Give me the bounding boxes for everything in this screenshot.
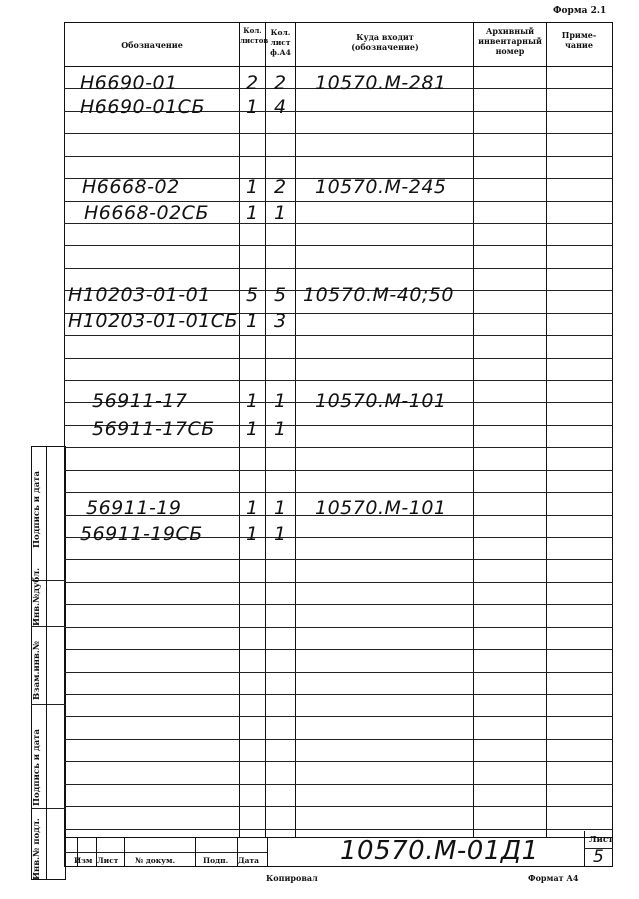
row-line bbox=[64, 784, 613, 785]
row-where-used: 10570.М-101 bbox=[315, 390, 447, 412]
row-designation: Н10203-01-01 bbox=[68, 284, 211, 306]
tb-podp: Подп. bbox=[203, 856, 229, 865]
row-sheets-a4: 1 bbox=[273, 202, 287, 224]
row-line bbox=[64, 380, 613, 381]
document-code: 10570.М-01Д1 bbox=[340, 836, 539, 866]
footer-format: Формат А4 bbox=[528, 873, 579, 883]
row-sheets: 1 bbox=[245, 310, 259, 332]
tb-sheet-col bbox=[584, 831, 585, 867]
row-line bbox=[64, 358, 613, 359]
row-designation: 56911-19 bbox=[86, 497, 182, 519]
col-line-5 bbox=[546, 22, 547, 837]
row-sheets-a4: 2 bbox=[273, 72, 287, 94]
row-sheets: 1 bbox=[245, 390, 259, 412]
row-line bbox=[64, 133, 613, 134]
row-sheets: 1 bbox=[245, 523, 259, 545]
row-line bbox=[64, 716, 613, 717]
side-inner-line bbox=[46, 446, 47, 880]
side-sign-date-bottom: Подпись и дата bbox=[32, 728, 42, 806]
row-sheets: 1 bbox=[245, 418, 259, 440]
row-sheets: 1 bbox=[245, 176, 259, 198]
row-line bbox=[64, 470, 613, 471]
sheet-number: 5 bbox=[593, 847, 605, 867]
row-sheets-a4: 2 bbox=[273, 176, 287, 198]
row-line bbox=[64, 335, 613, 336]
row-line bbox=[64, 627, 613, 628]
row-line bbox=[64, 582, 613, 583]
row-sheets: 5 bbox=[245, 284, 259, 306]
row-line bbox=[64, 604, 613, 605]
row-sheets-a4: 1 bbox=[273, 418, 287, 440]
row-sheets-a4: 5 bbox=[273, 284, 287, 306]
header-archive: Архивный инвентарный номер bbox=[478, 26, 542, 56]
row-line bbox=[64, 761, 613, 762]
tb-list: Лист bbox=[97, 856, 119, 865]
row-line bbox=[64, 649, 613, 650]
row-line bbox=[64, 739, 613, 740]
side-vzam-inv: Взам.инв.№ bbox=[32, 640, 42, 700]
tb-date: Дата bbox=[238, 856, 260, 865]
header-designation: Обозначение bbox=[121, 40, 183, 50]
row-where-used: 10570.М-101 bbox=[315, 497, 447, 519]
row-designation: Н6668-02 bbox=[82, 176, 180, 198]
row-designation: 56911-19СБ bbox=[80, 523, 203, 545]
row-where-used: 10570.М-245 bbox=[315, 176, 447, 198]
row-line bbox=[64, 492, 613, 493]
col-line-3 bbox=[295, 22, 296, 837]
row-line bbox=[64, 245, 613, 246]
row-line bbox=[64, 672, 613, 673]
header-bottom-line bbox=[64, 66, 613, 67]
row-line bbox=[64, 156, 613, 157]
row-line bbox=[64, 268, 613, 269]
side-div-2 bbox=[31, 626, 66, 627]
header-sheets-a4: Кол. лист ф.А4 bbox=[270, 28, 291, 57]
row-line bbox=[64, 694, 613, 695]
header-where-used: Куда входит (обозначение) bbox=[351, 32, 419, 52]
row-sheets-a4: 3 bbox=[273, 310, 287, 332]
header-note: Приме- чание bbox=[561, 30, 597, 50]
tb-doc-no: № докум. bbox=[135, 856, 176, 865]
tb-col-3 bbox=[124, 837, 125, 867]
row-sheets-a4: 1 bbox=[273, 390, 287, 412]
row-designation: 56911-17 bbox=[92, 390, 188, 412]
side-inv-dubl: Инв.№дубл. bbox=[32, 567, 42, 626]
header-sheets: Кол. листов bbox=[240, 26, 269, 45]
row-sheets: 1 bbox=[245, 96, 259, 118]
tb-col-4 bbox=[195, 837, 196, 867]
side-inv-podl: Инв.№ подл. bbox=[32, 818, 42, 880]
side-div-3 bbox=[31, 704, 66, 705]
row-where-used: 10570.М-40;50 bbox=[303, 284, 454, 306]
row-line bbox=[64, 806, 613, 807]
tb-col-6 bbox=[267, 837, 268, 867]
side-sign-date-top: Подпись и дата bbox=[32, 470, 42, 548]
row-sheets-a4: 4 bbox=[273, 96, 287, 118]
row-line bbox=[64, 447, 613, 448]
row-designation: Н6690-01СБ bbox=[80, 96, 205, 118]
row-line bbox=[64, 829, 613, 830]
footer-copied: Копировал bbox=[266, 873, 318, 883]
tb-izm: Изм bbox=[74, 856, 93, 865]
row-designation: Н6690-01 bbox=[80, 72, 178, 94]
row-sheets: 1 bbox=[245, 497, 259, 519]
sheet-label: Лист bbox=[589, 835, 614, 845]
col-line-4 bbox=[473, 22, 474, 837]
main-frame bbox=[64, 22, 613, 867]
col-line-1 bbox=[239, 22, 240, 837]
row-sheets: 2 bbox=[245, 72, 259, 94]
form-label: Форма 2.1 bbox=[553, 6, 607, 16]
row-sheets: 1 bbox=[245, 202, 259, 224]
row-designation: Н6668-02СБ bbox=[84, 202, 209, 224]
row-designation: 56911-17СБ bbox=[92, 418, 215, 440]
side-div-4 bbox=[31, 808, 66, 809]
row-sheets-a4: 1 bbox=[273, 497, 287, 519]
row-where-used: 10570.М-281 bbox=[315, 72, 447, 94]
row-sheets-a4: 1 bbox=[273, 523, 287, 545]
row-line bbox=[64, 559, 613, 560]
row-designation: Н10203-01-01СБ bbox=[68, 310, 239, 332]
col-line-2 bbox=[265, 22, 266, 837]
